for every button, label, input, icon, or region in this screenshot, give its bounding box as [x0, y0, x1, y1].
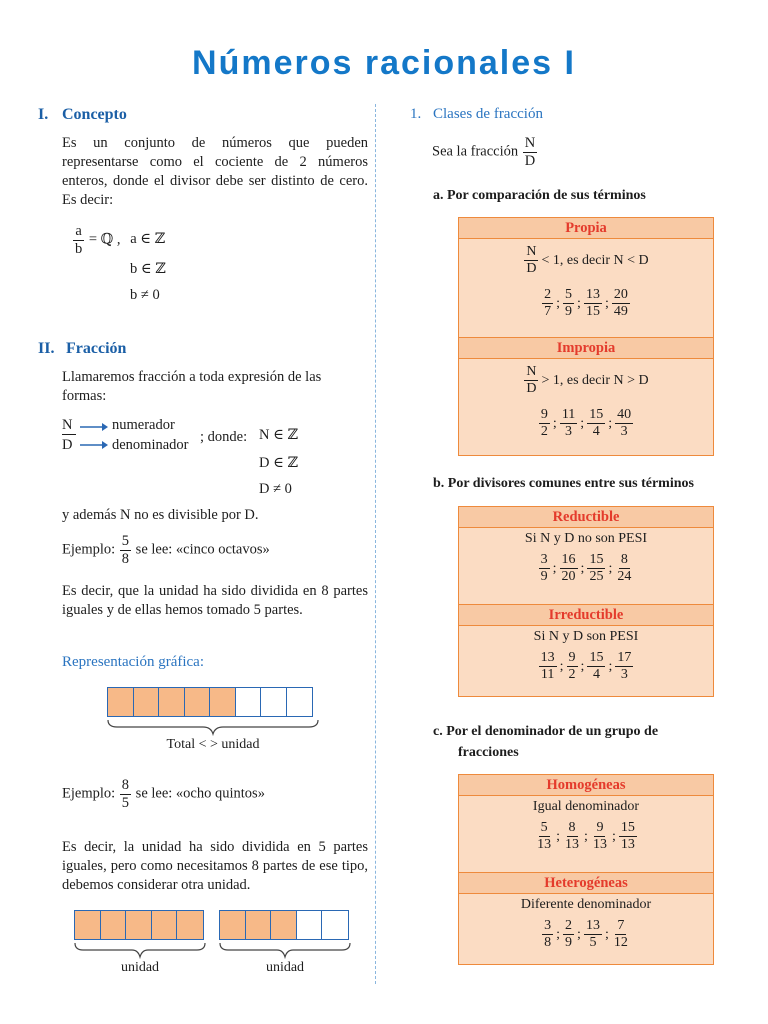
example-reading: se lee: «ocho quintos»: [135, 785, 265, 802]
fraction-example: [567, 651, 578, 682]
frac-denominator: 11: [540, 667, 555, 682]
formula-eq: = ℚ ,: [88, 231, 121, 248]
frac-numerator: 3: [544, 918, 552, 933]
bar-cell-filled: [101, 911, 127, 939]
relation-text: > 1, es decir N > D: [541, 372, 649, 388]
frac-denominator: 13: [620, 837, 635, 852]
fraccion-text: Llamaremos fracción a toda expresión de las formas:: [62, 369, 322, 404]
subheading-a: a. Por comparación de sus términos: [433, 188, 646, 203]
subheading-c-line2: fracciones: [458, 745, 519, 760]
section-label: Clases de fracción: [433, 106, 543, 122]
brace-icon: [107, 718, 319, 736]
fraction-examples: [459, 815, 713, 852]
box-header-impropia: Impropia: [459, 337, 713, 359]
frac-numerator: 9: [540, 407, 548, 422]
frac-numerator: 13: [540, 650, 555, 665]
fraction-bar-5-8: [107, 687, 313, 717]
frac-numerator: 8: [620, 552, 628, 567]
fraction-a-b: [73, 224, 84, 256]
frac-numerator: 13: [585, 287, 600, 302]
frac-numerator: 20: [613, 287, 628, 302]
bar-cell-filled: [152, 911, 178, 939]
separator: ;: [577, 295, 581, 311]
cond-d-nonzero: D ≠ 0: [259, 481, 292, 497]
frac-denominator: 13: [565, 837, 580, 852]
bar-cell-filled: [126, 911, 152, 939]
fraction-example: [542, 288, 553, 319]
box-body-reductible: [459, 528, 713, 604]
frac-denominator: 3: [565, 424, 573, 439]
frac-numerator: N: [526, 364, 537, 379]
bar-cell-filled: [246, 911, 272, 939]
fraction-examples: [459, 547, 713, 584]
fraction-N-D: [524, 365, 538, 396]
bar-cell-filled: [271, 911, 297, 939]
frac-denominator: D: [524, 152, 536, 169]
cond-n: N ∈ ℤ: [259, 427, 299, 443]
concepto-text: Es un conjunto de números que pueden representarse como el cociente de 2 números enteros, donde el divisor debe ser distinto de cero. Es decir:: [62, 135, 368, 208]
column-divider: [375, 104, 376, 984]
example-prefix: Ejemplo:: [62, 541, 116, 558]
frac-numerator: 11: [561, 407, 576, 422]
fraction-example: [587, 408, 605, 439]
separator: ;: [611, 828, 616, 844]
label-N: N: [62, 417, 73, 433]
bar-cell-empty: [297, 911, 323, 939]
separator: ;: [604, 295, 609, 311]
bar-cell-empty: [322, 911, 348, 939]
fraction-parts-diagram: [62, 416, 372, 496]
section-number: I.: [38, 106, 49, 123]
box-propia-impropia: [458, 217, 714, 456]
frac-numerator: 15: [589, 650, 604, 665]
fraction-examples: [459, 645, 713, 682]
bar-cell-filled: [108, 688, 134, 716]
frac-denominator: D: [526, 381, 537, 396]
frac-denominator: 8: [121, 550, 130, 567]
frac-denominator: 49: [613, 304, 628, 319]
frac-denominator: 3: [620, 424, 628, 439]
numerador-label: numerador: [112, 417, 175, 433]
bar-cell-filled: [185, 688, 211, 716]
fraction-5-8: [120, 534, 131, 566]
fraction-example: [587, 553, 605, 584]
brace-icon: [74, 941, 206, 959]
condition-text: Igual denominador: [532, 799, 640, 814]
fraction-examples: [459, 276, 713, 319]
frac-denominator: 9: [540, 569, 548, 584]
decir-text-2: Es decir, la unidad ha sido dividida en 5 partes iguales, pero como necesitamos 8 partes de ese tipo, debemos considerar otra unidad.: [62, 839, 368, 893]
subheading-b: b. Por divisores comunes entre sus términos: [433, 476, 694, 491]
brace-icon: [219, 941, 351, 959]
separator: ;: [604, 926, 609, 942]
separator: ;: [552, 560, 557, 576]
separator: ;: [608, 415, 613, 431]
fraction-example: [612, 288, 630, 319]
fraction-example: [615, 651, 633, 682]
separator: ;: [556, 926, 561, 942]
fraction-example: [563, 919, 574, 950]
fraction-example: [612, 919, 630, 950]
bar-cell-empty: [236, 688, 262, 716]
frac-denominator: 2: [568, 667, 576, 682]
frac-numerator: 15: [620, 820, 635, 835]
cond-d: D ∈ ℤ: [259, 455, 299, 471]
frac-numerator: 5: [121, 533, 130, 549]
frac-denominator: 20: [561, 569, 576, 584]
box-body-irreductible: [459, 626, 713, 696]
frac-numerator: 7: [617, 918, 625, 933]
frac-numerator: 15: [589, 407, 604, 422]
fraction-example: [542, 919, 553, 950]
condition-text: Si N y D no son PESI: [524, 531, 648, 546]
frac-numerator: 13: [585, 918, 600, 933]
frac-denominator: 25: [589, 569, 604, 584]
example-prefix: Ejemplo:: [62, 785, 116, 802]
separator: ;: [559, 658, 564, 674]
frac-numerator: 9: [568, 650, 576, 665]
box-header-heterogeneas: Heterogéneas: [459, 872, 713, 894]
fraction-example: [619, 821, 637, 852]
example-1: [62, 534, 270, 566]
bar-cell-filled: [210, 688, 236, 716]
frac-numerator: 17: [617, 650, 632, 665]
box-header-irreductible: Irreductible: [459, 604, 713, 626]
sea-label: Sea la fracción: [432, 143, 519, 160]
bar-caption-total: Total < > unidad: [166, 737, 260, 752]
frac-denominator: 4: [592, 424, 600, 439]
subheading-c-line1: c. Por el denominador de un grupo de: [433, 724, 659, 739]
fraction-example: [563, 288, 574, 319]
fraction-example: [591, 821, 609, 852]
relation-text: < 1, es decir N < D: [541, 252, 649, 268]
bar-cell-empty: [287, 688, 313, 716]
box-header-homogeneas: Homogéneas: [459, 775, 713, 796]
section-label: Fracción: [66, 340, 127, 357]
fraction-example: [615, 408, 633, 439]
concept-formula: [72, 224, 165, 256]
section-number: 1.: [410, 106, 422, 122]
separator: ;: [608, 658, 613, 674]
representacion-heading: [62, 654, 204, 671]
label-D: D: [62, 437, 73, 453]
denominador-label: denominador: [112, 437, 189, 453]
frac-numerator: 40: [617, 407, 632, 422]
separator: ;: [556, 295, 561, 311]
example-2: [62, 778, 265, 810]
separator: ;: [580, 415, 585, 431]
frac-denominator: 8: [544, 935, 552, 950]
separator: ;: [577, 926, 581, 942]
frac-numerator: a: [75, 223, 82, 239]
frac-denominator: 9: [565, 304, 573, 319]
frac-numerator: 2: [544, 287, 552, 302]
frac-denominator: 13: [537, 837, 552, 852]
relation-row: [459, 359, 713, 396]
sea-fraccion: [432, 136, 538, 168]
fraction-example: [560, 553, 578, 584]
bar-cell-filled: [177, 911, 203, 939]
frac-numerator: 15: [589, 552, 604, 567]
frac-numerator: 2: [565, 918, 573, 933]
section-fraccion-heading: [38, 340, 126, 358]
fraction-example: [615, 553, 633, 584]
fraction-example: [560, 408, 577, 439]
separator: ;: [580, 560, 585, 576]
bar-caption-unidad-2: unidad: [265, 960, 305, 975]
frac-numerator: 16: [561, 552, 576, 567]
formula-cond-3: b ≠ 0: [130, 287, 160, 303]
frac-numerator: 8: [121, 777, 130, 793]
frac-denominator: D: [526, 261, 537, 276]
frac-denominator: 9: [565, 935, 573, 950]
fraction-8-5: [120, 778, 131, 810]
frac-numerator: 8: [568, 820, 576, 835]
fraction-example: [535, 821, 553, 852]
frac-denominator: 13: [592, 837, 607, 852]
frac-denominator: 15: [585, 304, 600, 319]
frac-denominator: 4: [592, 667, 600, 682]
frac-numerator: 9: [596, 820, 604, 835]
formula-cond-1: a ∈ ℤ: [130, 231, 166, 248]
bar-cell-empty: [261, 688, 287, 716]
box-header-reductible: Reductible: [459, 507, 713, 528]
separator: ;: [608, 560, 613, 576]
ademas-text: y además N no es divisible por D.: [62, 507, 259, 523]
relation-row: [459, 239, 713, 276]
section-concepto-heading: [38, 106, 127, 124]
representacion-label: Representación gráfica:: [62, 654, 205, 670]
clases-heading: [410, 106, 543, 123]
frac-numerator: 5: [565, 287, 573, 302]
frac-numerator: 5: [540, 820, 548, 835]
bar-cell-filled: [75, 911, 101, 939]
fraction-N-D: [523, 136, 537, 168]
frac-numerator: N: [524, 135, 536, 151]
fraction-example: [584, 288, 602, 319]
frac-denominator: 3: [620, 667, 628, 682]
condition-text: Si N y D son PESI: [533, 629, 639, 644]
donde-label: ; donde:: [200, 429, 248, 445]
page-title: Números racionales I: [192, 44, 576, 82]
fraction-example: [584, 919, 602, 950]
box-homogeneas: [458, 774, 714, 965]
box-body-homogeneas: [459, 796, 713, 872]
fraction-bar-unit-2: [219, 910, 349, 940]
bar-cell-filled: [159, 688, 185, 716]
section-number: II.: [38, 340, 55, 357]
separator: ;: [580, 658, 585, 674]
fraction-examples: [459, 913, 713, 950]
separator: ;: [584, 828, 588, 844]
frac-denominator: 7: [544, 304, 552, 319]
box-body-propia: [459, 239, 713, 337]
fraction-example: [539, 553, 550, 584]
frac-denominator: 12: [613, 935, 628, 950]
arrow-icon: [78, 419, 108, 449]
fraction-example: [563, 821, 581, 852]
example-reading: se lee: «cinco octavos»: [135, 541, 270, 558]
box-reductible: [458, 506, 714, 697]
decir-text-1: Es decir, que la unidad ha sido dividida en 8 partes iguales y de ellas hemos tomado 5 partes.: [62, 583, 368, 618]
box-header-propia: Propia: [459, 218, 713, 239]
fraction-example: [539, 408, 550, 439]
bar-cell-filled: [134, 688, 160, 716]
separator: ;: [556, 828, 561, 844]
formula-cond-2: b ∈ ℤ: [130, 261, 166, 277]
frac-numerator: 3: [540, 552, 548, 567]
frac-denominator: 5: [121, 794, 130, 811]
bar-caption-unidad-1: unidad: [120, 960, 160, 975]
fraction-example: [539, 651, 557, 682]
frac-denominator: b: [75, 240, 83, 257]
fraction-bar-line: [62, 434, 76, 435]
frac-denominator: 2: [540, 424, 548, 439]
section-label: Concepto: [62, 106, 127, 123]
frac-denominator: 24: [617, 569, 632, 584]
fraction-bar-unit-1: [74, 910, 204, 940]
box-body-heterogeneas: [459, 894, 713, 964]
box-body-impropia: [459, 359, 713, 455]
frac-numerator: N: [526, 244, 537, 259]
fraction-example: [587, 651, 605, 682]
frac-denominator: 5: [589, 935, 597, 950]
separator: ;: [552, 415, 557, 431]
condition-text: Diferente denominador: [520, 897, 652, 912]
bar-cell-filled: [220, 911, 246, 939]
fraction-N-D: [524, 245, 538, 276]
fraction-examples: [459, 396, 713, 439]
